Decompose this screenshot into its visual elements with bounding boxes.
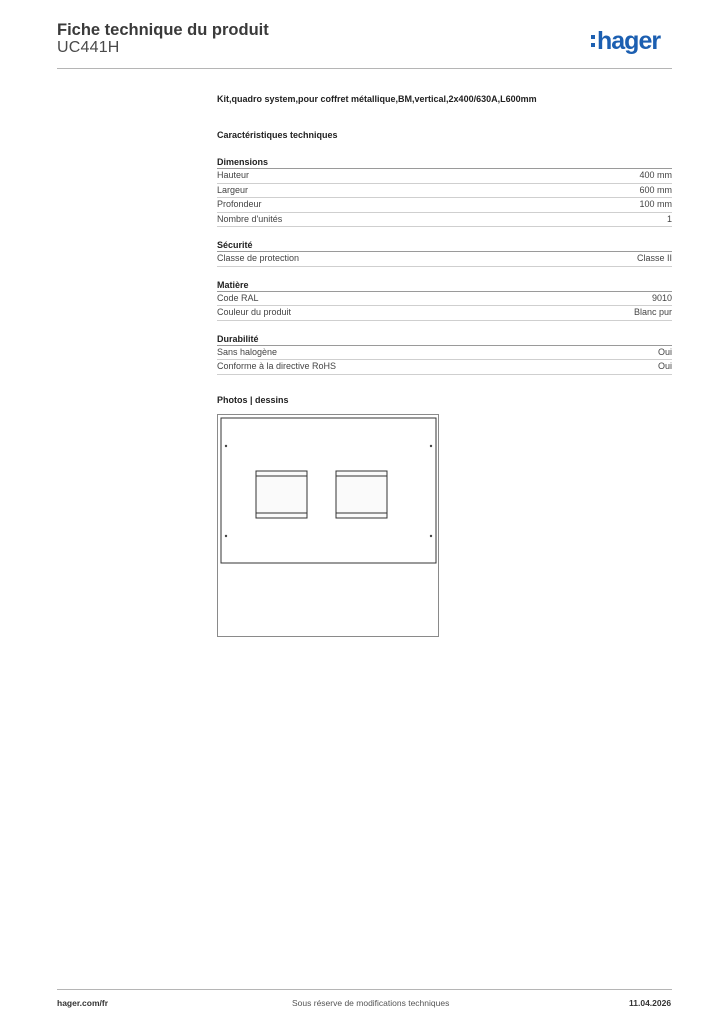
section-title: Sécurité — [217, 239, 672, 252]
product-code: UC441H — [57, 39, 120, 56]
logo-dots-icon — [591, 35, 595, 47]
spec-row — [217, 360, 672, 375]
footer-divider — [57, 989, 672, 990]
spec-value: Oui — [657, 361, 672, 371]
spec-value: 1 — [666, 213, 672, 224]
spec-value: 9010 — [651, 292, 672, 303]
product-drawing — [218, 415, 438, 636]
section-securite — [217, 239, 672, 267]
spec-value: 400 mm — [639, 170, 672, 180]
content-area — [217, 94, 672, 407]
section-title: Dimensions — [217, 156, 672, 169]
header-divider — [57, 68, 672, 69]
product-drawing-frame — [217, 414, 439, 637]
footer-website-link[interactable]: hager.com/fr — [57, 998, 109, 1008]
panel-outline — [221, 418, 436, 563]
page-title: Fiche technique du produit — [57, 21, 269, 39]
hager-logo — [591, 27, 660, 55]
spec-row — [217, 306, 672, 321]
photos-heading: Photos | dessins — [217, 394, 289, 405]
spec-label: Conforme à la directive RoHS — [217, 361, 337, 371]
section-durabilite — [217, 333, 672, 375]
section-title: Durabilité — [217, 333, 672, 346]
spec-value: Oui — [657, 346, 672, 357]
screw-hole — [225, 535, 227, 537]
cutout-right — [336, 471, 387, 518]
screw-hole — [225, 445, 227, 447]
spec-label: Largeur — [217, 184, 249, 195]
spec-label: Classe de protection — [217, 253, 300, 263]
spec-row — [217, 252, 672, 267]
spec-value: Blanc pur — [633, 307, 672, 317]
spec-row — [217, 184, 672, 199]
spec-value: 600 mm — [639, 184, 672, 195]
section-matiere — [217, 279, 672, 321]
spec-label: Sans halogène — [217, 346, 278, 357]
spec-row — [217, 169, 672, 184]
footer-disclaimer: Sous réserve de modifications techniques — [292, 998, 450, 1008]
footer-date: 11.04.2026 — [629, 998, 672, 1008]
spec-row — [217, 213, 672, 228]
spec-row — [217, 198, 672, 213]
spec-row — [217, 346, 672, 361]
logo-text: hager — [597, 26, 661, 55]
spec-label: Nombre d'unités — [217, 213, 283, 224]
screw-hole — [430, 445, 432, 447]
spec-label: Couleur du produit — [217, 307, 292, 317]
spec-value: Classe II — [636, 253, 672, 263]
cutout-left — [256, 471, 307, 518]
product-description: Kit,quadro system,pour coffret métallique,BM,vertical,2x400/630A,L600mm — [217, 94, 537, 104]
spec-label: Hauteur — [217, 170, 250, 180]
section-dimensions — [217, 156, 672, 227]
tech-characteristics-heading: Caractéristiques techniques — [217, 130, 338, 140]
screw-hole — [430, 535, 432, 537]
spec-row — [217, 292, 672, 307]
spec-label: Profondeur — [217, 199, 262, 209]
section-title: Matière — [217, 279, 672, 292]
spec-label: Code RAL — [217, 292, 259, 303]
spec-value: 100 mm — [639, 199, 672, 209]
